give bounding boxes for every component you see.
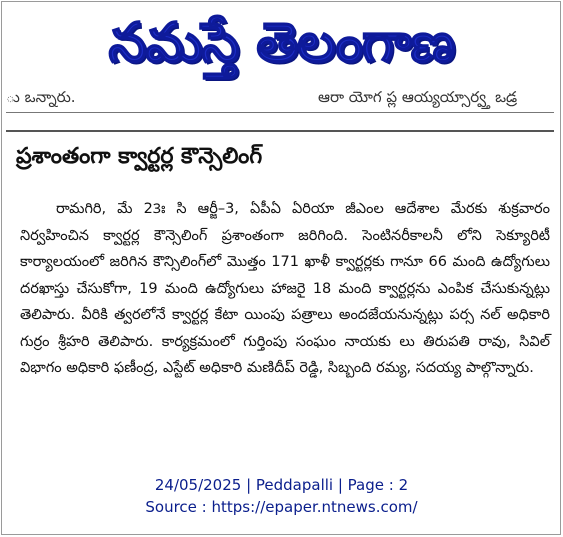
divider-bottom xyxy=(6,130,554,132)
article-body: రామగిరి, మే 23ః సి ఆర్జీ–3, ఏపీఏ ఏరియా జీఎంల ఆదేశాల మేరకు శుక్రవారం నిర్వహించిన క్వార్టర్ల కౌన్సెలింగ్ ప్రశాంతంగా జరిగింది. సెంటినరీకాలనీ లోని సెక్యూరిటీ కార్యాలయంలో జరిగిన కౌన్సిలింగ్‌లో మొత్తం 171 ఖాళీ క్వార్టర్లకు గానూ 66 మంది ఉద్యోగులు దరఖాస్తు చేసుకోగా, 19 మంది ఉద్యోగులు హాజరై 18 మంది క్వార్టర్లను ఎంపిక చేసుకున్నట్లు తెలిపారు. వీరికి త్వరలోనే క్వార్టర్ల కేటా యింపు పత్రాలు అందజేయనున్నట్లు పర్స నల్ అధికారి గుర్రం శ్రీహరి తెలిపారు. కార్యక్రమంలో గుర్తింపు సంఘం నాయకు లు తిరుపతి రావు, సివిల్ విభాగం అధికారి ఫణీంద్ర, ఎస్టేట్ అధికారి మణిదీప్ రెడ్డి, సిబ్బంది రమ్య, సదయ్య పాల్గొన్నారు. xyxy=(20,201,550,376)
newspaper-masthead xyxy=(0,4,563,82)
edition-info: 24/05/2025 | Peddapalli | Page : 2 xyxy=(154,476,409,494)
clipped-text-right: ఆరా యోగ ప్ల ఆయ్యయ్సార్వ్త ఒడ్ర xyxy=(318,88,518,106)
divider-top xyxy=(6,112,554,113)
source-link[interactable]: Source : https://epaper.ntnews.com/ xyxy=(145,498,418,516)
clipping-footer xyxy=(0,474,563,518)
masthead-logo-text: నమస్తే తెలంగాణ xyxy=(108,11,455,74)
clipped-text-left: ు ఒన్నారు. xyxy=(6,88,76,106)
clipped-previous-article-strip xyxy=(0,86,563,110)
article-headline: ప్రశాంతంగా క్వార్టర్ల కౌన్సెలింగ్ xyxy=(16,144,263,169)
